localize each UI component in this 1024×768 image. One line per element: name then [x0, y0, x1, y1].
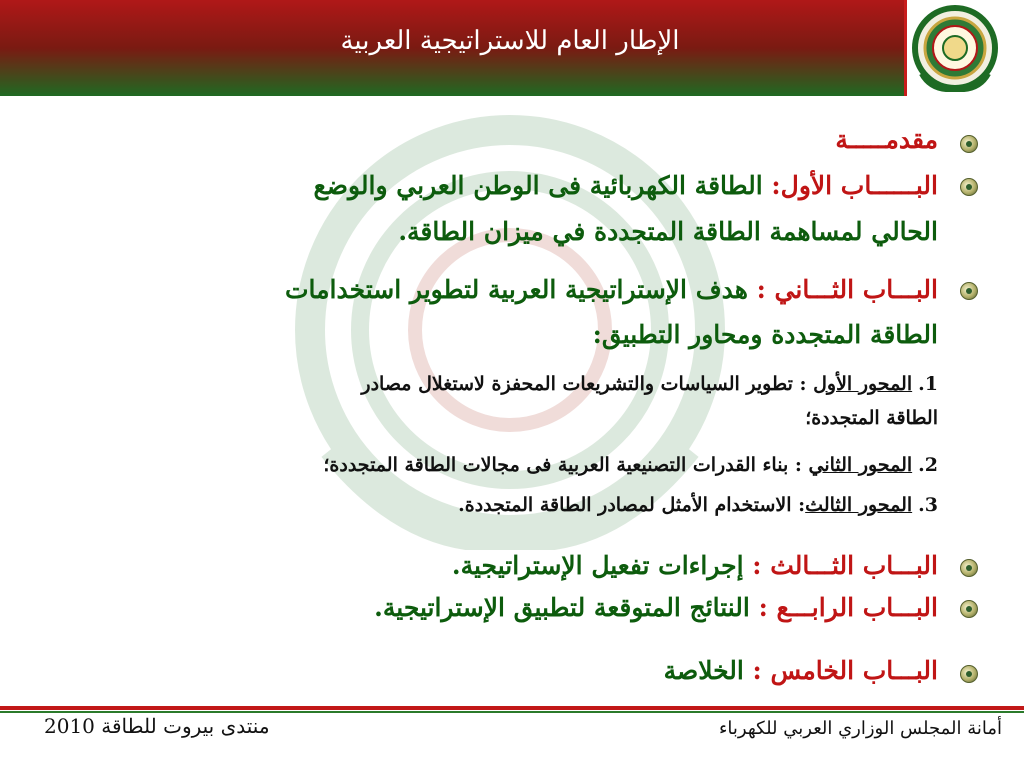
bullet-chapter-five: البـــاب الخامس : الخلاصة — [663, 656, 938, 685]
axis-item: 1.المحور الأول : تطوير السياسات والتشريعات المحفزة لاستغلال مصادر — [361, 373, 938, 395]
bullet-chapter-three: البـــاب الثـــالث : إجراءات تفعيل الإستراتيجية. — [451, 551, 938, 580]
bullet-intro: مقدمـــــة — [835, 125, 938, 154]
axis-item-continued: الطاقة المتجددة؛ — [805, 407, 938, 429]
bullet-chapter-two-continued: الطاقة المتجددة ومحاور التطبيق: — [592, 320, 938, 349]
bullet-chapter-one: البــــــاب الأول: الطاقة الكهربائية فى الوطن العربي والوضع — [313, 171, 938, 200]
footer-organization: أمانة المجلس الوزاري العربي للكهرباء — [718, 718, 1002, 739]
round-bullet-icon — [960, 282, 978, 300]
round-bullet-icon — [960, 600, 978, 618]
round-bullet-icon — [960, 178, 978, 196]
round-bullet-icon — [960, 665, 978, 683]
bullet-chapter-two: البـــاب الثـــاني : هدف الإستراتيجية العربية لتطوير استخدامات — [285, 275, 938, 304]
slide-title: الإطار العام للاستراتيجية العربية — [340, 26, 680, 56]
round-bullet-icon — [960, 559, 978, 577]
bullet-chapter-one-continued: الحالي لمساهمة الطاقة المتجددة في ميزان الطاقة. — [398, 217, 938, 246]
footer-event: منتدى بيروت للطاقة 2010 — [44, 714, 270, 738]
axis-item: 2.المحور الثاني : بناء القدرات التصنيعية العربية فى مجالات الطاقة المتجددة؛ — [323, 454, 938, 476]
footer-divider-red — [0, 706, 1024, 710]
footer-divider-green — [0, 711, 1024, 713]
round-bullet-icon — [960, 135, 978, 153]
axis-item: 3.المحور الثالث: الاستخدام الأمثل لمصادر الطاقة المتجددة. — [458, 494, 938, 516]
bullet-chapter-four: البـــاب الرابـــع : النتائج المتوقعة لتطبيق الإستراتيجية. — [374, 593, 938, 622]
